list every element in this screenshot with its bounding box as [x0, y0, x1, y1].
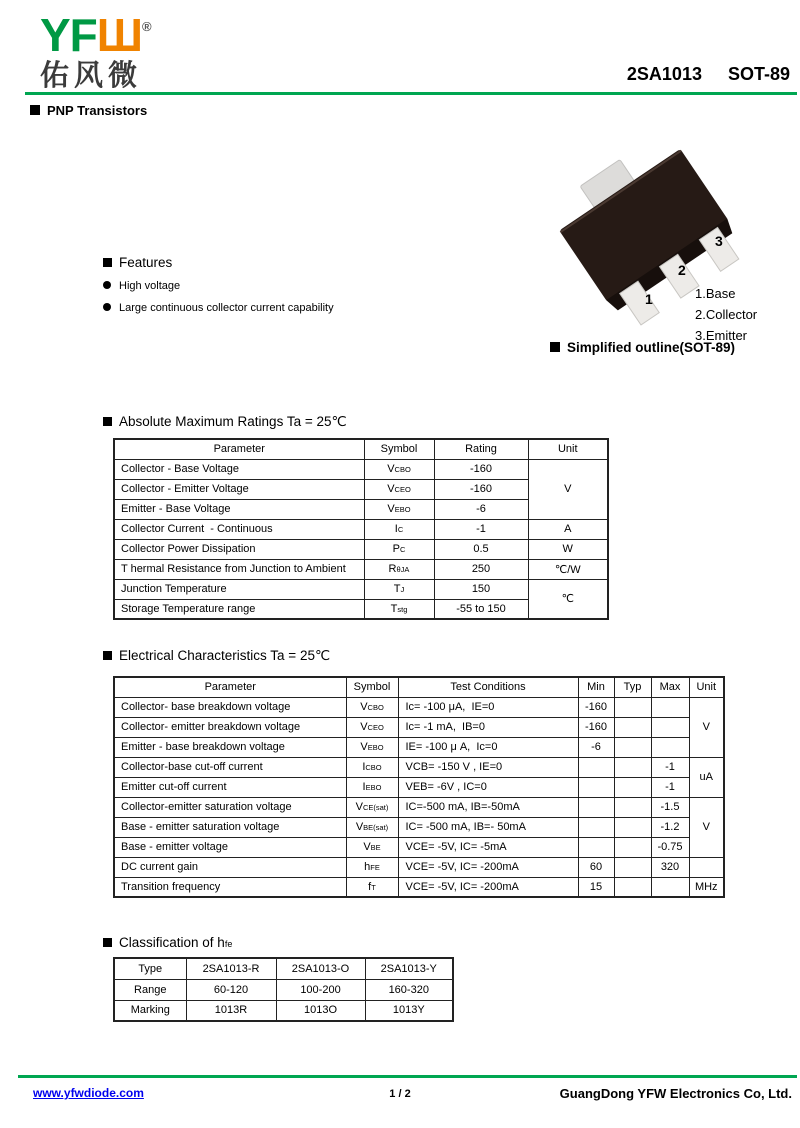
pin-legend-base: 1.Base: [695, 286, 736, 301]
cell-symbol: [364, 579, 434, 599]
column-header: Type: [114, 958, 186, 979]
feature-text: High voltage: [119, 280, 181, 292]
elec-table-body: [114, 697, 724, 897]
cell-parameter: Transition frequency: [114, 877, 346, 897]
cell-symbol: [346, 817, 398, 837]
cell-typ: [614, 777, 651, 797]
cell-parameter: Junction Temperature: [114, 579, 364, 599]
registered-trademark-icon: ®: [142, 19, 151, 34]
cell-unit: W: [528, 539, 608, 559]
table-row: [114, 857, 724, 877]
pin-legend-collector: 2.Collector: [695, 307, 758, 322]
cell-test-conditions: IE= -100 μ A, Ic=0: [398, 737, 578, 757]
cell-typ: [614, 877, 651, 897]
cell-max: -1: [651, 777, 689, 797]
cell-max: -0.75: [651, 837, 689, 857]
abs-max-table-body: [114, 459, 608, 619]
section-marker-icon: [103, 417, 112, 426]
table-row: [114, 979, 453, 1000]
cell-max: -1: [651, 757, 689, 777]
cell-parameter: Emitter - Base Voltage: [114, 499, 364, 519]
cell-test-conditions: Ic= -100 μA, IE=0: [398, 697, 578, 717]
feature-text: Large continuous collector current capability: [119, 302, 334, 314]
cell-row-label: Marking: [114, 1000, 186, 1021]
cell-max: [651, 737, 689, 757]
cell-parameter: Base - emitter voltage: [114, 837, 346, 857]
cell-min: -160: [578, 697, 614, 717]
cell-rating: -160: [434, 459, 528, 479]
cell-symbol: [364, 559, 434, 579]
bullet-icon: [103, 303, 111, 311]
table-row: [114, 1000, 453, 1021]
column-header: 2SA1013-R: [186, 958, 276, 979]
logo-yf-text: YF: [40, 9, 97, 61]
cell-unit: V: [689, 697, 724, 757]
part-number: 2SA1013: [626, 64, 702, 84]
section-marker-icon: [103, 651, 112, 660]
cell-max: -1.2: [651, 817, 689, 837]
cell-max: [651, 877, 689, 897]
symbol-text: VEBO: [387, 503, 411, 515]
footer-divider: [18, 1075, 797, 1078]
cell-rating: 150: [434, 579, 528, 599]
pin-number-3: 3: [715, 233, 723, 249]
section-marker-icon: [550, 342, 560, 352]
cell-parameter: Emitter - base breakdown voltage: [114, 737, 346, 757]
features-title-label: Features: [119, 255, 173, 270]
cell-rating: -1: [434, 519, 528, 539]
footer-website-link[interactable]: www.yfwdiode.com: [33, 1086, 144, 1100]
section-marker-icon: [103, 938, 112, 947]
elec-section-title: [103, 648, 330, 664]
table-row: [114, 697, 724, 717]
cell-value: 100-200: [276, 979, 365, 1000]
symbol-text: VCE(sat): [355, 801, 389, 813]
outline-caption-label: Simplified outline(SOT-89): [567, 340, 736, 355]
cell-min: -6: [578, 737, 614, 757]
cell-test-conditions: VCE= -5V, IC= -200mA: [398, 877, 578, 897]
pin-legend-emitter: 3.Emitter: [695, 328, 748, 343]
cell-unit: A: [528, 519, 608, 539]
classification-table-body: [114, 979, 453, 1021]
cell-max: [651, 697, 689, 717]
column-header: 2SA1013-Y: [365, 958, 453, 979]
cell-unit: V: [528, 459, 608, 519]
symbol-text: VEBO: [360, 741, 384, 753]
package-name: SOT-89: [727, 64, 790, 84]
table-row: [114, 837, 724, 857]
outline-caption: [550, 340, 735, 355]
cell-symbol: [364, 539, 434, 559]
section-marker-icon: [30, 105, 40, 115]
cell-unit: ℃/W: [528, 559, 608, 579]
cell-row-label: Range: [114, 979, 186, 1000]
elec-title-label: Electrical Characteristics Ta = 25℃: [119, 648, 331, 663]
column-header: Symbol: [364, 439, 434, 459]
cell-symbol: [346, 877, 398, 897]
cell-value: 160-320: [365, 979, 453, 1000]
cell-test-conditions: VEB= -6V , IC=0: [398, 777, 578, 797]
cell-min: [578, 757, 614, 777]
cell-test-conditions: VCE= -5V, IC= -200mA: [398, 857, 578, 877]
feature-item: [103, 280, 180, 292]
cell-test-conditions: IC=-500 mA, IB=-50mA: [398, 797, 578, 817]
column-header: Unit: [528, 439, 608, 459]
cell-min: [578, 797, 614, 817]
cell-min: [578, 837, 614, 857]
cell-test-conditions: VCE= -5V, IC= -5mA: [398, 837, 578, 857]
cell-rating: 250: [434, 559, 528, 579]
classification-title-subscript: fe: [224, 939, 233, 949]
symbol-text: VCEO: [387, 483, 411, 495]
document-category: [30, 103, 147, 118]
cell-symbol: [346, 777, 398, 797]
symbol-text: VCBO: [387, 463, 411, 475]
part-number-title: [627, 64, 790, 85]
footer-company-name: GuangDong YFW Electronics Co, Ltd.: [559, 1086, 792, 1101]
cell-max: 320: [651, 857, 689, 877]
cell-parameter: Storage Temperature range: [114, 599, 364, 619]
cell-typ: [614, 737, 651, 757]
column-header: Parameter: [114, 677, 346, 697]
cell-value: 1013Y: [365, 1000, 453, 1021]
cell-rating: 0.5: [434, 539, 528, 559]
elec-table-head: [114, 677, 724, 697]
abs-max-table-head: [114, 439, 608, 459]
logo-chinese-text: 佑风微: [40, 60, 143, 92]
features-section-title: [103, 255, 172, 270]
cell-parameter: Collector-emitter saturation voltage: [114, 797, 346, 817]
cell-symbol: [346, 797, 398, 817]
table-row: [114, 717, 724, 737]
cell-parameter: Base - emitter saturation voltage: [114, 817, 346, 837]
company-logo: [40, 9, 151, 92]
cell-symbol: [346, 857, 398, 877]
cell-parameter: Collector Power Dissipation: [114, 539, 364, 559]
column-header: Parameter: [114, 439, 364, 459]
cell-parameter: Collector- emitter breakdown voltage: [114, 717, 346, 737]
cell-unit: ℃: [528, 579, 608, 619]
cell-unit: MHz: [689, 877, 724, 897]
page-number: 1 / 2: [389, 1088, 411, 1100]
abs-max-table: [113, 438, 609, 620]
table-header-row: [114, 677, 724, 697]
cell-rating: -160: [434, 479, 528, 499]
table-row: [114, 817, 724, 837]
classification-section-title: [103, 935, 232, 950]
cell-symbol: [364, 459, 434, 479]
table-header-row: [114, 439, 608, 459]
cell-max: -1.5: [651, 797, 689, 817]
table-row: [114, 519, 608, 539]
table-row: [114, 539, 608, 559]
cell-min: 15: [578, 877, 614, 897]
column-header: Test Conditions: [398, 677, 578, 697]
cell-parameter: Collector - Emitter Voltage: [114, 479, 364, 499]
cell-rating: -6: [434, 499, 528, 519]
abs-max-section-title: [103, 414, 347, 430]
cell-symbol: [364, 519, 434, 539]
cell-typ: [614, 797, 651, 817]
cell-symbol: [346, 717, 398, 737]
cell-typ: [614, 837, 651, 857]
classification-table-head: [114, 958, 453, 979]
cell-typ: [614, 717, 651, 737]
cell-max: [651, 717, 689, 737]
cell-value: 60-120: [186, 979, 276, 1000]
column-header: Unit: [689, 677, 724, 697]
cell-symbol: [346, 757, 398, 777]
cell-value: 1013R: [186, 1000, 276, 1021]
table-row: [114, 757, 724, 777]
cell-min: [578, 817, 614, 837]
cell-parameter: T hermal Resistance from Junction to Ambient: [114, 559, 364, 579]
cell-test-conditions: IC= -500 mA, IB=- 50mA: [398, 817, 578, 837]
logo-wordmark: [40, 9, 151, 61]
cell-parameter: Collector- base breakdown voltage: [114, 697, 346, 717]
symbol-text: fT: [368, 880, 376, 893]
pin-legend: [695, 283, 757, 346]
table-header-row: [114, 958, 453, 979]
cell-test-conditions: Ic= -1 mA, IB=0: [398, 717, 578, 737]
symbol-text: VCBO: [360, 701, 384, 713]
symbol-text: ICBO: [362, 761, 382, 773]
column-header: Rating: [434, 439, 528, 459]
pin-number-2: 2: [678, 262, 686, 278]
column-header: Typ: [614, 677, 651, 697]
cell-symbol: [346, 837, 398, 857]
pin-number-1: 1: [645, 291, 653, 307]
feature-item: [103, 302, 334, 314]
symbol-text: PC: [392, 543, 406, 555]
cell-typ: [614, 757, 651, 777]
cell-parameter: Collector Current - Continuous: [114, 519, 364, 539]
classification-title-label: Classification of h: [119, 935, 225, 950]
cell-test-conditions: VCB= -150 V , IE=0: [398, 757, 578, 777]
symbol-text: TJ: [393, 583, 405, 595]
cell-typ: [614, 857, 651, 877]
cell-min: 60: [578, 857, 614, 877]
cell-min: -160: [578, 717, 614, 737]
symbol-text: Tstg: [390, 602, 408, 615]
cell-symbol: [346, 697, 398, 717]
column-header: Symbol: [346, 677, 398, 697]
table-row: [114, 579, 608, 599]
table-row: [114, 877, 724, 897]
cell-symbol: [346, 737, 398, 757]
cell-rating: -55 to 150: [434, 599, 528, 619]
symbol-text: VCEO: [360, 721, 384, 733]
cell-parameter: Collector-base cut-off current: [114, 757, 346, 777]
cell-unit: [689, 857, 724, 877]
cell-min: [578, 777, 614, 797]
table-row: [114, 737, 724, 757]
cell-unit: V: [689, 797, 724, 857]
table-row: [114, 459, 608, 479]
abs-max-title-label: Absolute Maximum Ratings Ta = 25℃: [119, 414, 347, 429]
cell-value: 1013O: [276, 1000, 365, 1021]
cell-parameter: Emitter cut-off current: [114, 777, 346, 797]
cell-parameter: Collector - Base Voltage: [114, 459, 364, 479]
classification-table: [113, 957, 454, 1022]
cell-unit: uA: [689, 757, 724, 797]
cell-symbol: [364, 499, 434, 519]
column-header: 2SA1013-O: [276, 958, 365, 979]
symbol-text: VBE(sat): [355, 821, 389, 833]
section-marker-icon: [103, 258, 112, 267]
cell-parameter: DC current gain: [114, 857, 346, 877]
symbol-text: RθJA: [388, 563, 410, 575]
bullet-icon: [103, 281, 111, 289]
cell-typ: [614, 697, 651, 717]
symbol-text: IEBO: [362, 781, 382, 793]
header-divider: [25, 92, 797, 95]
column-header: Min: [578, 677, 614, 697]
cell-symbol: [364, 599, 434, 619]
table-row: [114, 559, 608, 579]
cell-typ: [614, 817, 651, 837]
symbol-text: VBE: [363, 841, 381, 853]
elec-table: [113, 676, 725, 898]
symbol-text: hFE: [364, 861, 380, 873]
symbol-text: IC: [394, 523, 404, 535]
cell-symbol: [364, 479, 434, 499]
category-label: PNP Transistors: [47, 103, 148, 118]
logo-w-glyph: Ш: [96, 9, 143, 61]
column-header: Max: [651, 677, 689, 697]
table-row: [114, 777, 724, 797]
table-row: [114, 797, 724, 817]
